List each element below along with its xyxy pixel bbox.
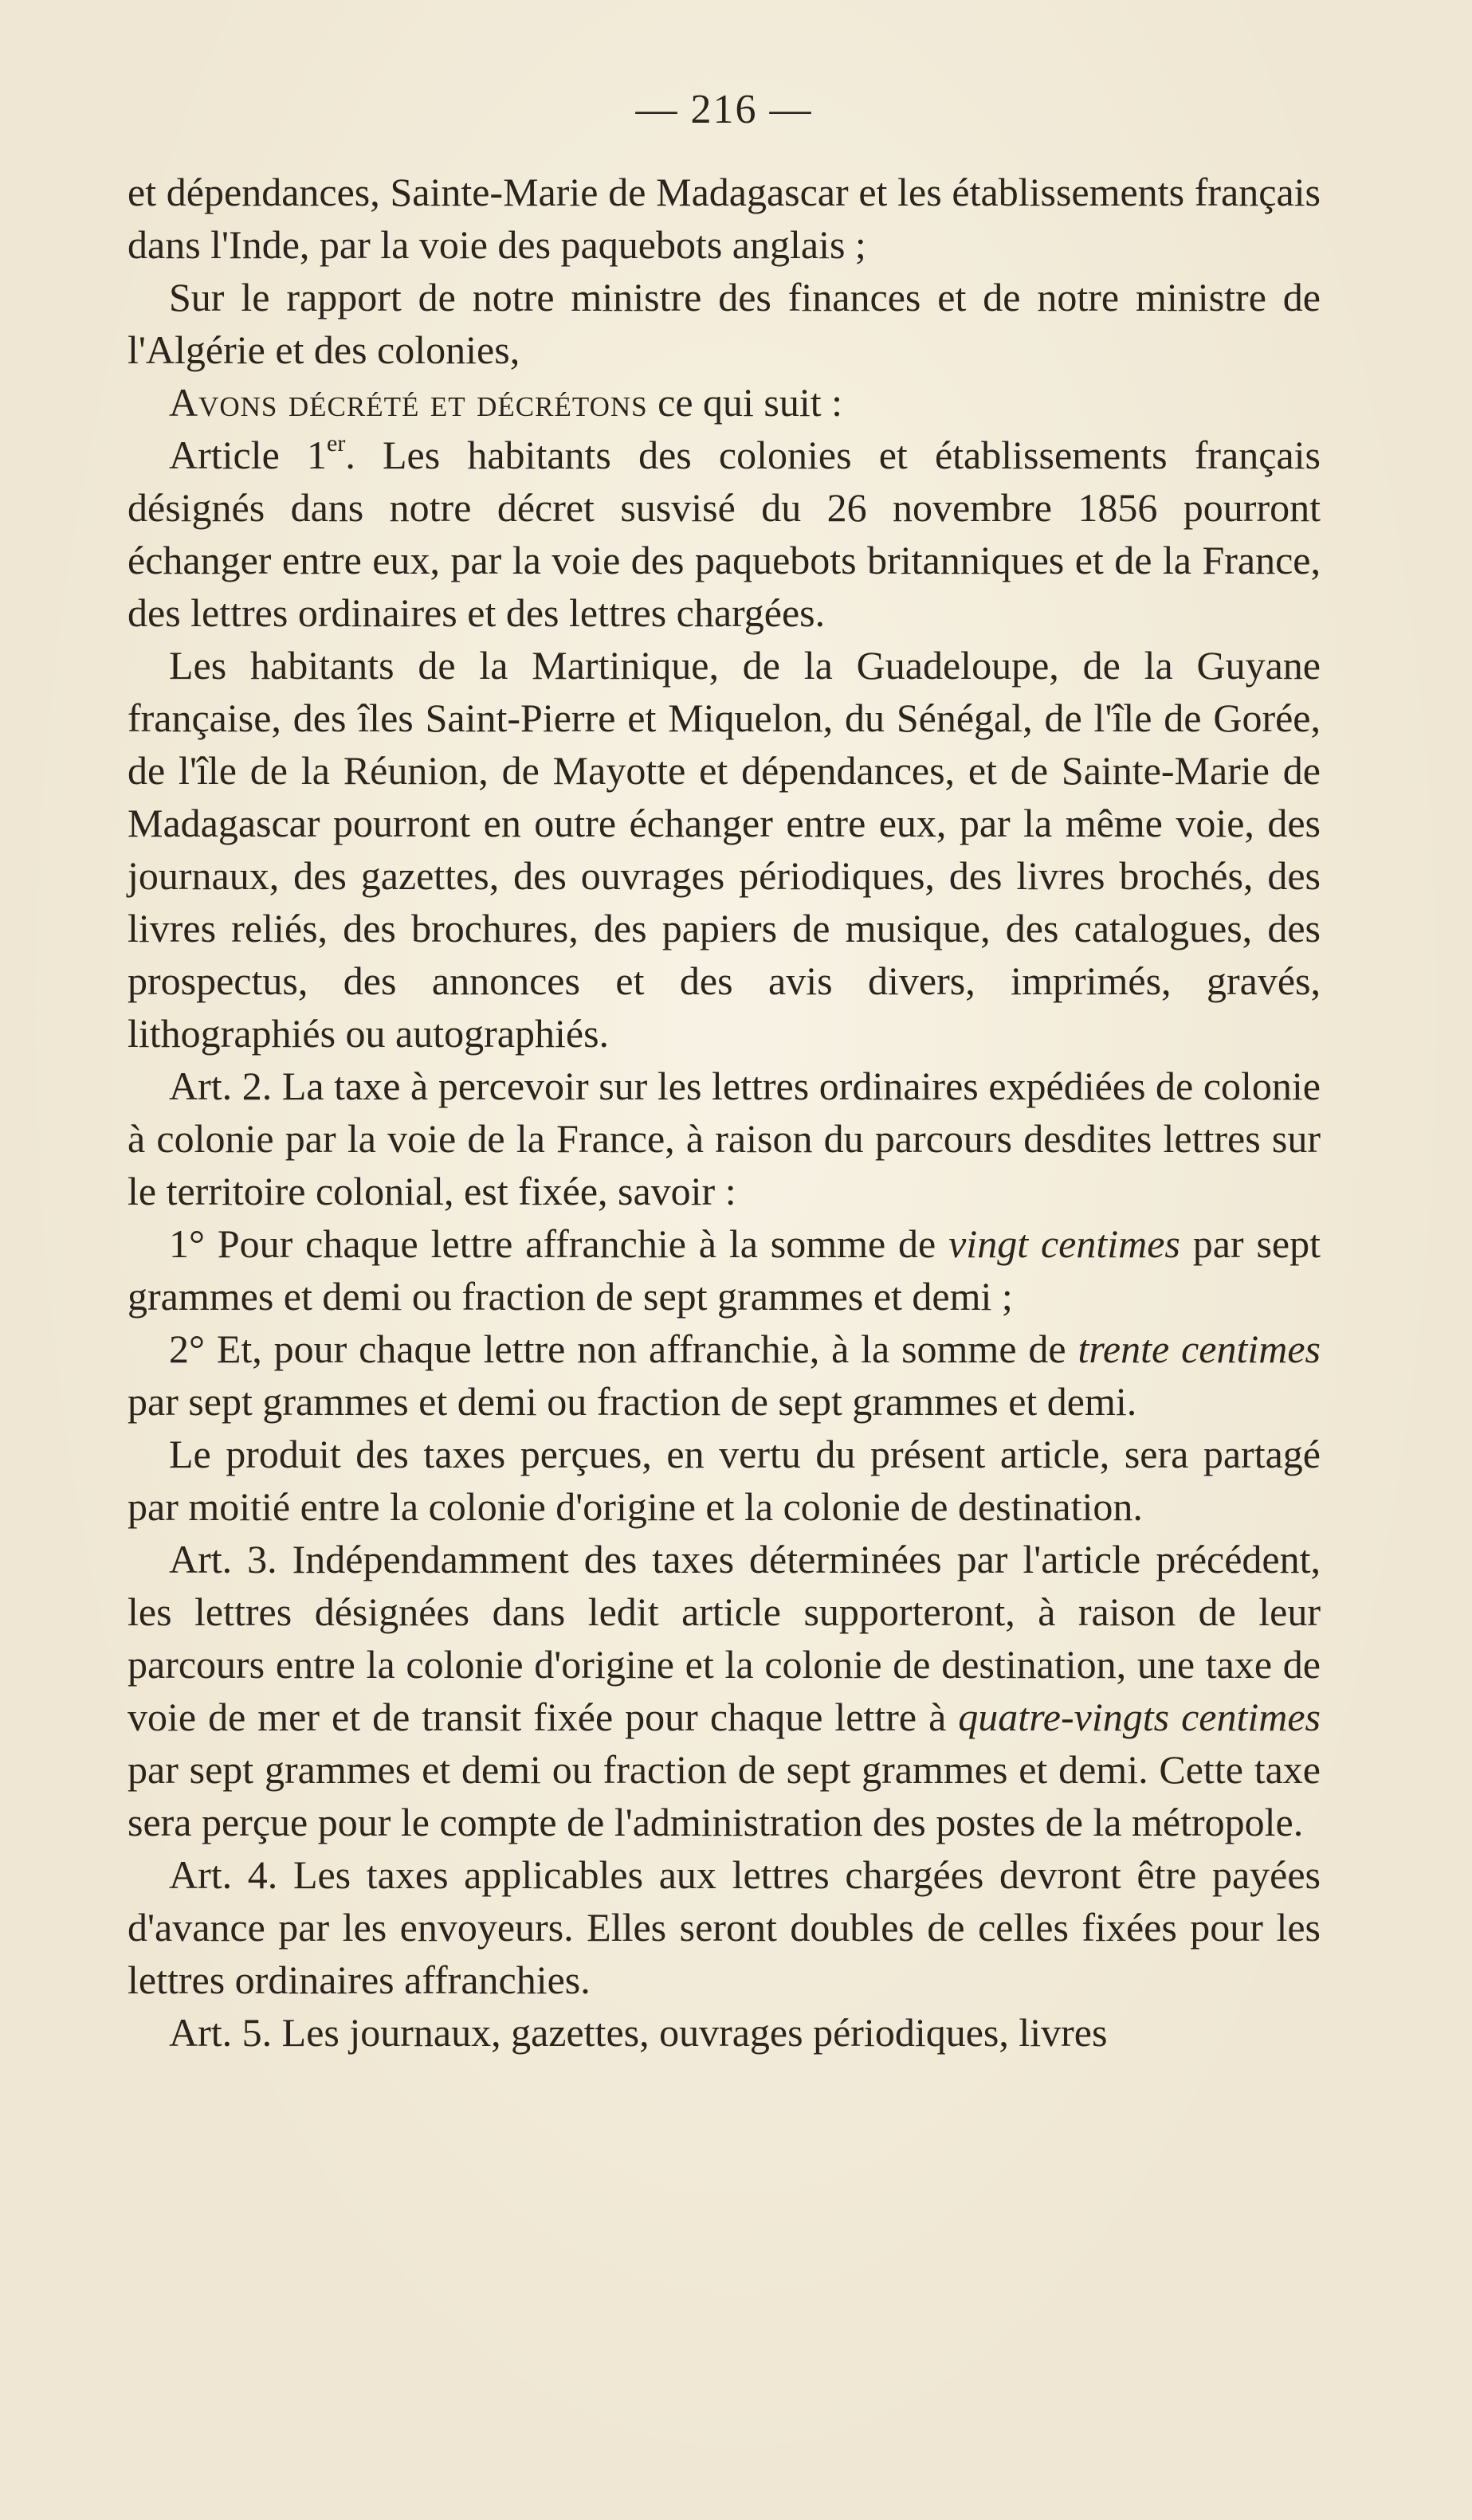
article-2-item-2-rest: par sept grammes et demi ou fraction de sept grammes et demi. [128,1379,1137,1424]
article-2-paragraph-2: Le produit des taxes perçues, en vertu du présent article, sera partagé par moitié entre la colonie d'origine et la colonie de destination. [128,1432,1321,1529]
paragraph-continuation: et dépendances, Sainte-Marie de Madagascar et les établissements français dans l'Inde, par la voie des paquebots anglais ; [128,170,1321,267]
paragraph-considerant: Sur le rapport de notre ministre des finances et de notre ministre de l'Algérie et des colonies, [128,275,1321,372]
article-2-item-1 [128,1217,1321,1323]
enacting-formula-rest: ce qui suit : [647,380,843,425]
article-1-ordinal: er [327,430,346,457]
article-2-item-1-text: 1° Pour chaque lettre affranchie à la somme de [169,1221,949,1266]
amount-trente-centimes: trente centimes [1078,1327,1321,1371]
article-1-paragraph-2: Les habitants de la Martinique, de la Guadeloupe, de la Guyane française, des îles Saint-Pierre et Miquelon, du Sénégal, de l'île de Gorée, de l'île de la Réunion, de Mayotte et dépendances, et de Sainte-Marie de Madagascar pourront en outre échanger entre eux, par la même voie, des journaux, des gazettes, des ouvrages périodiques, des livres brochés, des livres reliés, des brochures, des papiers de musique, des catalogues, des prospectus, des annonces et des avis divers, imprimés, gravés, lithographiés ou autographiés. [128,643,1321,1056]
article-2: Art. 2. La taxe à percevoir sur les lettres ordinaires expédiées de colonie à colonie par la voie de la France, à raison du parcours desdites lettres sur le territoire colonial, est fixée, savoir : [128,1064,1321,1213]
amount-vingt-centimes: vingt centimes [948,1221,1180,1266]
article-3-text: Art. 3. Indépendamment des taxes déterminées par l'article précédent, les lettres désignées dans ledit article supporteront, à raison de leur parcours entre la colonie d'origine et la colonie de destination, une taxe de voie de mer et de transit fixée pour chaque lettre à [128,1537,1321,1739]
article-2-item-2 [128,1323,1321,1428]
amount-quatre-vingts-centimes: quatre-vingts centimes [958,1695,1321,1739]
article-3 [128,1533,1321,1848]
article-1 [128,429,1321,639]
article-1-text: . Les habitants des colonies et établissements français désignés dans notre décret susvisé du 26 novembre 1856 pourront échanger entre eux, par la voie des paquebots britanniques et de la France, des lettres ordinaires et des lettres chargées. [128,433,1321,635]
body-text [128,166,1321,2059]
article-1-label: Article 1 [169,433,327,477]
page-number: — 216 — [635,87,813,132]
article-4: Art. 4. Les taxes applicables aux lettres chargées devront être payées d'avance par les envoyeurs. Elles seront doubles de celles fixées pour les lettres ordinaires affranchies. [128,1852,1321,2002]
article-2-item-1-rest: par sept grammes et demi ou fraction de sept grammes et demi ; [128,1221,1321,1319]
article-5: Art. 5. Les journaux, gazettes, ouvrages périodiques, livres [169,2010,1108,2055]
article-2-item-2-text: 2° Et, pour chaque lettre non affranchie, à la somme de [169,1327,1078,1371]
enacting-formula: Avons décrété et décrétons [169,380,648,425]
article-3-rest: par sept grammes et demi ou fraction de sept grammes et demi. Cette taxe sera perçue pour le compte de l'administration des postes de la métropole. [128,1747,1321,1844]
paragraph-enacting-clause [128,376,1321,429]
